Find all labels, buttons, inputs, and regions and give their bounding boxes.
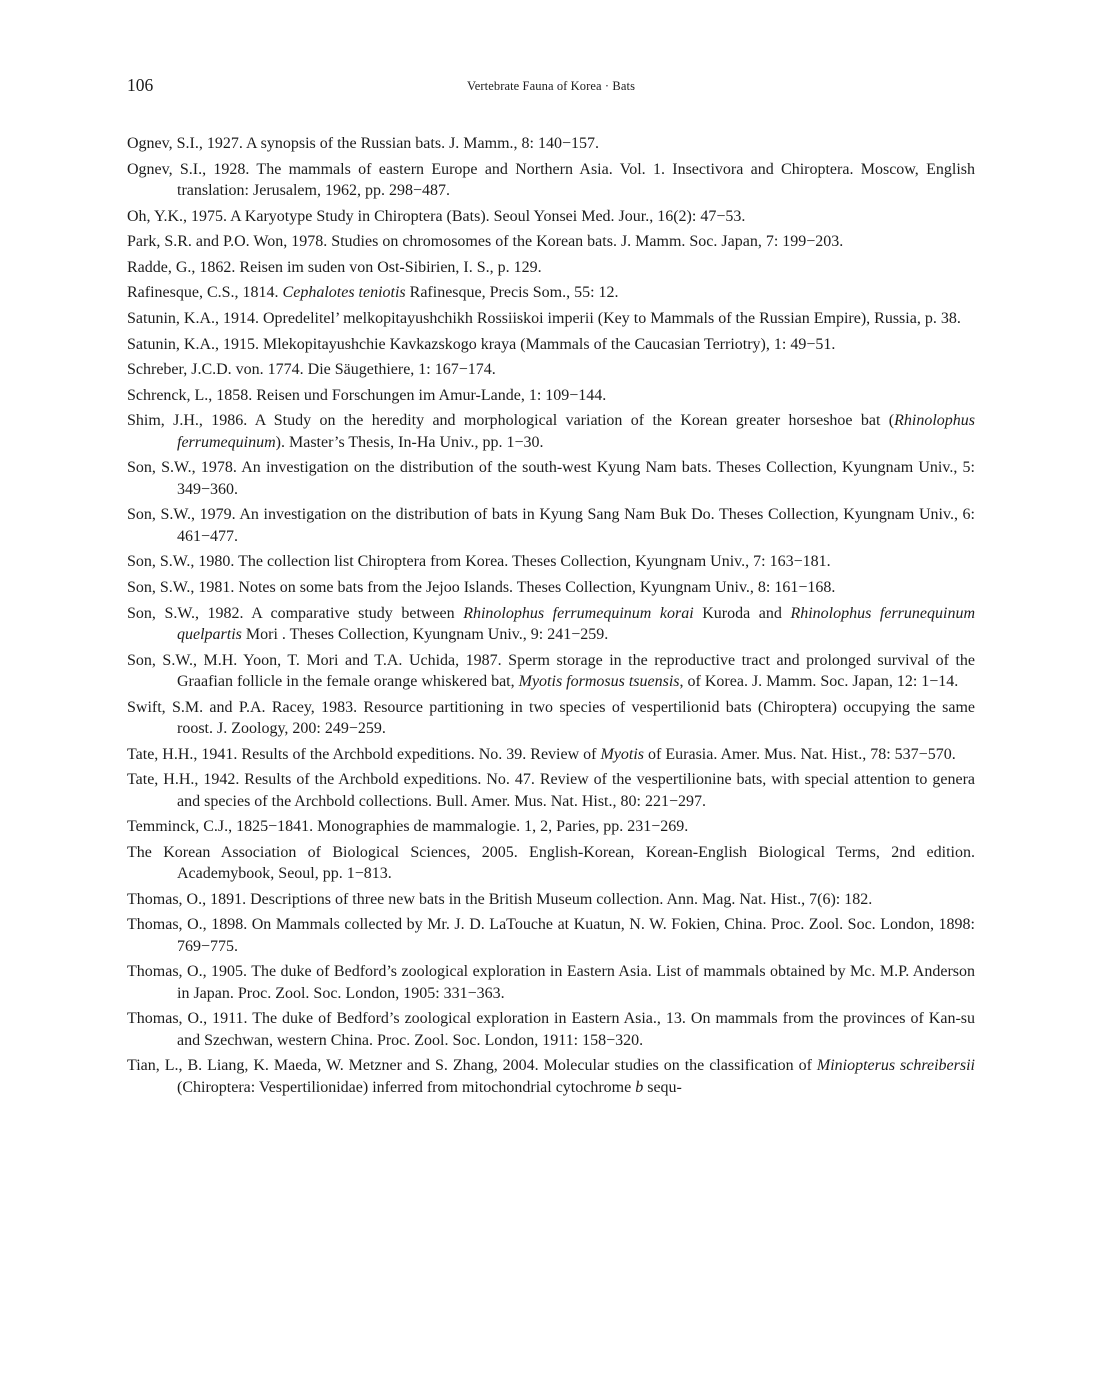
reference-text: Tate, H.H., 1942. Results of the Archbold expeditions. No. 47. Review of the vespertilionine bats, with special attention to genera and species of the Archbold collections. Bull. Amer. Mus. Nat. Hist., 80: 221−297. bbox=[127, 771, 975, 810]
reference-text: Temminck, C.J., 1825−1841. Monographies de mammalogie. 1, 2, Paries, pp. 231−269. bbox=[127, 818, 689, 836]
reference-entry bbox=[127, 816, 975, 837]
reference-entry bbox=[127, 159, 975, 202]
reference-entry bbox=[127, 1055, 975, 1098]
reference-text: Son, S.W., 1978. An investigation on the distribution of the south-west Kyung Nam bats. Theses Collection, Kyungnam Univ., 5: 349−360. bbox=[127, 459, 975, 498]
reference-text: Thomas, O., 1898. On Mammals collected by Mr. J. D. LaTouche at Kuatun, N. W. Fokien, China. Proc. Zool. Soc. London, 1898: 769−775. bbox=[127, 916, 975, 955]
reference-entry bbox=[127, 133, 975, 154]
reference-text: Radde, G., 1862. Reisen im suden von Ost-Sibirien, I. S., p. 129. bbox=[127, 258, 542, 276]
italic-text: Rhinolophus ferrumequinum bbox=[177, 412, 975, 451]
reference-text: Satunin, K.A., 1914. Opredelitel’ melkopitayushchikh Rossiiskoi imperii (Key to Mammals of the Russian Empire), Russia, p. 38. bbox=[127, 309, 961, 327]
italic-text: Rhinolophus ferrunequinum quelpartis bbox=[177, 604, 975, 643]
reference-entry bbox=[127, 650, 975, 693]
reference-text: Son, S.W., M.H. Yoon, T. Mori and T.A. Uchida, 1987. Sperm storage in the reproductive tract and prolonged survival of the Graafian follicle in the female orange whiskered bat, bbox=[127, 651, 975, 690]
reference-text: Son, S.W., 1981. Notes on some bats from the Jejoo Islands. Theses Collection, Kyungnam Univ., 8: 161−168. bbox=[127, 578, 836, 596]
reference-text: Oh, Y.K., 1975. A Karyotype Study in Chiroptera (Bats). Seoul Yonsei Med. Jour., 16(2): 47−53. bbox=[127, 207, 746, 225]
reference-entry bbox=[127, 889, 975, 910]
reference-text: Satunin, K.A., 1915. Mlekopitayushchie Kavkazskogo kraya (Mammals of the Caucasian Terriotry), 1: 49−51. bbox=[127, 335, 836, 353]
reference-text: Thomas, O., 1905. The duke of Bedford’s zoological exploration in Eastern Asia. List of mammals obtained by Mc. M.P. Anderson in Japan. Proc. Zool. Soc. London, 1905: 331−363. bbox=[127, 963, 975, 1002]
reference-entry bbox=[127, 206, 975, 227]
reference-text: Thomas, O., 1891. Descriptions of three new bats in the British Museum collection. Ann. Mag. Nat. Hist., 7(6): 182. bbox=[127, 890, 873, 908]
reference-text: ). Master’s Thesis, In-Ha Univ., pp. 1−30. bbox=[275, 433, 544, 451]
reference-entry bbox=[127, 577, 975, 598]
reference-text: Shim, J.H., 1986. A Study on the heredity and morphological variation of the Korean greater horseshoe bat ( bbox=[127, 412, 895, 430]
page-number: 106 bbox=[127, 75, 154, 95]
reference-entry bbox=[127, 457, 975, 500]
reference-text: Rafinesque, Precis Som., 55: 12. bbox=[405, 284, 619, 302]
reference-text: Tate, H.H., 1941. Results of the Archbold expeditions. No. 39. Review of bbox=[127, 745, 601, 763]
reference-entry bbox=[127, 1008, 975, 1051]
italic-text: Cephalotes teniotis bbox=[282, 284, 406, 302]
reference-text: Tian, L., B. Liang, K. Maeda, W. Metzner and S. Zhang, 2004. Molecular studies on the classification of bbox=[127, 1057, 817, 1075]
reference-entry bbox=[127, 961, 975, 1004]
reference-text: Swift, S.M. and P.A. Racey, 1983. Resource partitioning in two species of vespertilionid bats (Chiroptera) occupying the same roost. J. Zoology, 200: 249−259. bbox=[127, 698, 975, 737]
reference-text: of Eurasia. Amer. Mus. Nat. Hist., 78: 537−570. bbox=[644, 745, 956, 763]
reference-entry bbox=[127, 697, 975, 740]
reference-entry bbox=[127, 744, 975, 765]
reference-text: , of Korea. J. Mamm. Soc. Japan, 12: 1−14. bbox=[679, 672, 959, 690]
reference-text: Son, S.W., 1979. An investigation on the distribution of bats in Kyung Sang Nam Buk Do. Theses Collection, Kyungnam Univ., 6: 461−477. bbox=[127, 506, 975, 545]
running-title: Vertebrate Fauna of Korea · Bats bbox=[466, 79, 636, 93]
reference-text: Schrenck, L., 1858. Reisen und Forschungen im Amur-Lande, 1: 109−144. bbox=[127, 386, 607, 404]
reference-text: Mori . Theses Collection, Kyungnam Univ., 9: 241−259. bbox=[241, 625, 609, 643]
reference-entry bbox=[127, 504, 975, 547]
reference-text: Park, S.R. and P.O. Won, 1978. Studies on chromosomes of the Korean bats. J. Mamm. Soc. Japan, 7: 199−203. bbox=[127, 233, 844, 251]
reference-entry bbox=[127, 603, 975, 646]
italic-text: Myotis bbox=[600, 745, 645, 763]
reference-text: Rafinesque, C.S., 1814. bbox=[127, 284, 283, 302]
reference-entry bbox=[127, 769, 975, 812]
reference-text: Kuroda and bbox=[693, 604, 791, 622]
reference-text: Thomas, O., 1911. The duke of Bedford’s zoological exploration in Eastern Asia., 13. On mammals from the provinces of Kan-su and Szechwan, western China. Proc. Zool. Soc. London, 1911: 158−320. bbox=[127, 1010, 975, 1049]
reference-entry bbox=[127, 551, 975, 572]
italic-text: Myotis formosus tsuensis bbox=[518, 672, 680, 690]
reference-entry bbox=[127, 914, 975, 957]
reference-entry bbox=[127, 257, 975, 278]
reference-text: Son, S.W., 1980. The collection list Chiroptera from Korea. Theses Collection, Kyungnam Univ., 7: 163−181. bbox=[127, 553, 831, 571]
reference-text: sequ- bbox=[643, 1078, 682, 1096]
reference-entry bbox=[127, 308, 975, 329]
reference-entry bbox=[127, 282, 975, 303]
italic-text: Miniopterus schreibersii bbox=[816, 1057, 976, 1075]
reference-text: Son, S.W., 1982. A comparative study between bbox=[127, 604, 464, 622]
reference-text: Ognev, S.I., 1928. The mammals of eastern Europe and Northern Asia. Vol. 1. Insectivora and Chiroptera. Moscow, English translation: Jerusalem, 1962, pp. 298−487. bbox=[127, 160, 975, 199]
reference-text: Ognev, S.I., 1927. A synopsis of the Russian bats. J. Mamm., 8: 140−157. bbox=[127, 135, 599, 152]
reference-text: Schreber, J.C.D. von. 1774. Die Säugethiere, 1: 167−174. bbox=[127, 361, 496, 379]
reference-entry bbox=[127, 231, 975, 252]
page-header bbox=[127, 74, 975, 98]
reference-entry bbox=[127, 410, 975, 453]
italic-text: Rhinolophus ferrumequinum korai bbox=[463, 604, 694, 622]
reference-entry bbox=[127, 334, 975, 355]
reference-entry bbox=[127, 359, 975, 380]
reference-entry bbox=[127, 385, 975, 406]
reference-list bbox=[127, 133, 975, 1102]
reference-text: (Chiroptera: Vespertilionidae) inferred from mitochondrial cytochrome bbox=[177, 1078, 636, 1096]
italic-text: b bbox=[635, 1078, 644, 1096]
reference-entry bbox=[127, 842, 975, 885]
reference-text: The Korean Association of Biological Sciences, 2005. English-Korean, Korean-English Biological Terms, 2nd edition. Academybook, Seoul, pp. 1−813. bbox=[127, 843, 975, 883]
